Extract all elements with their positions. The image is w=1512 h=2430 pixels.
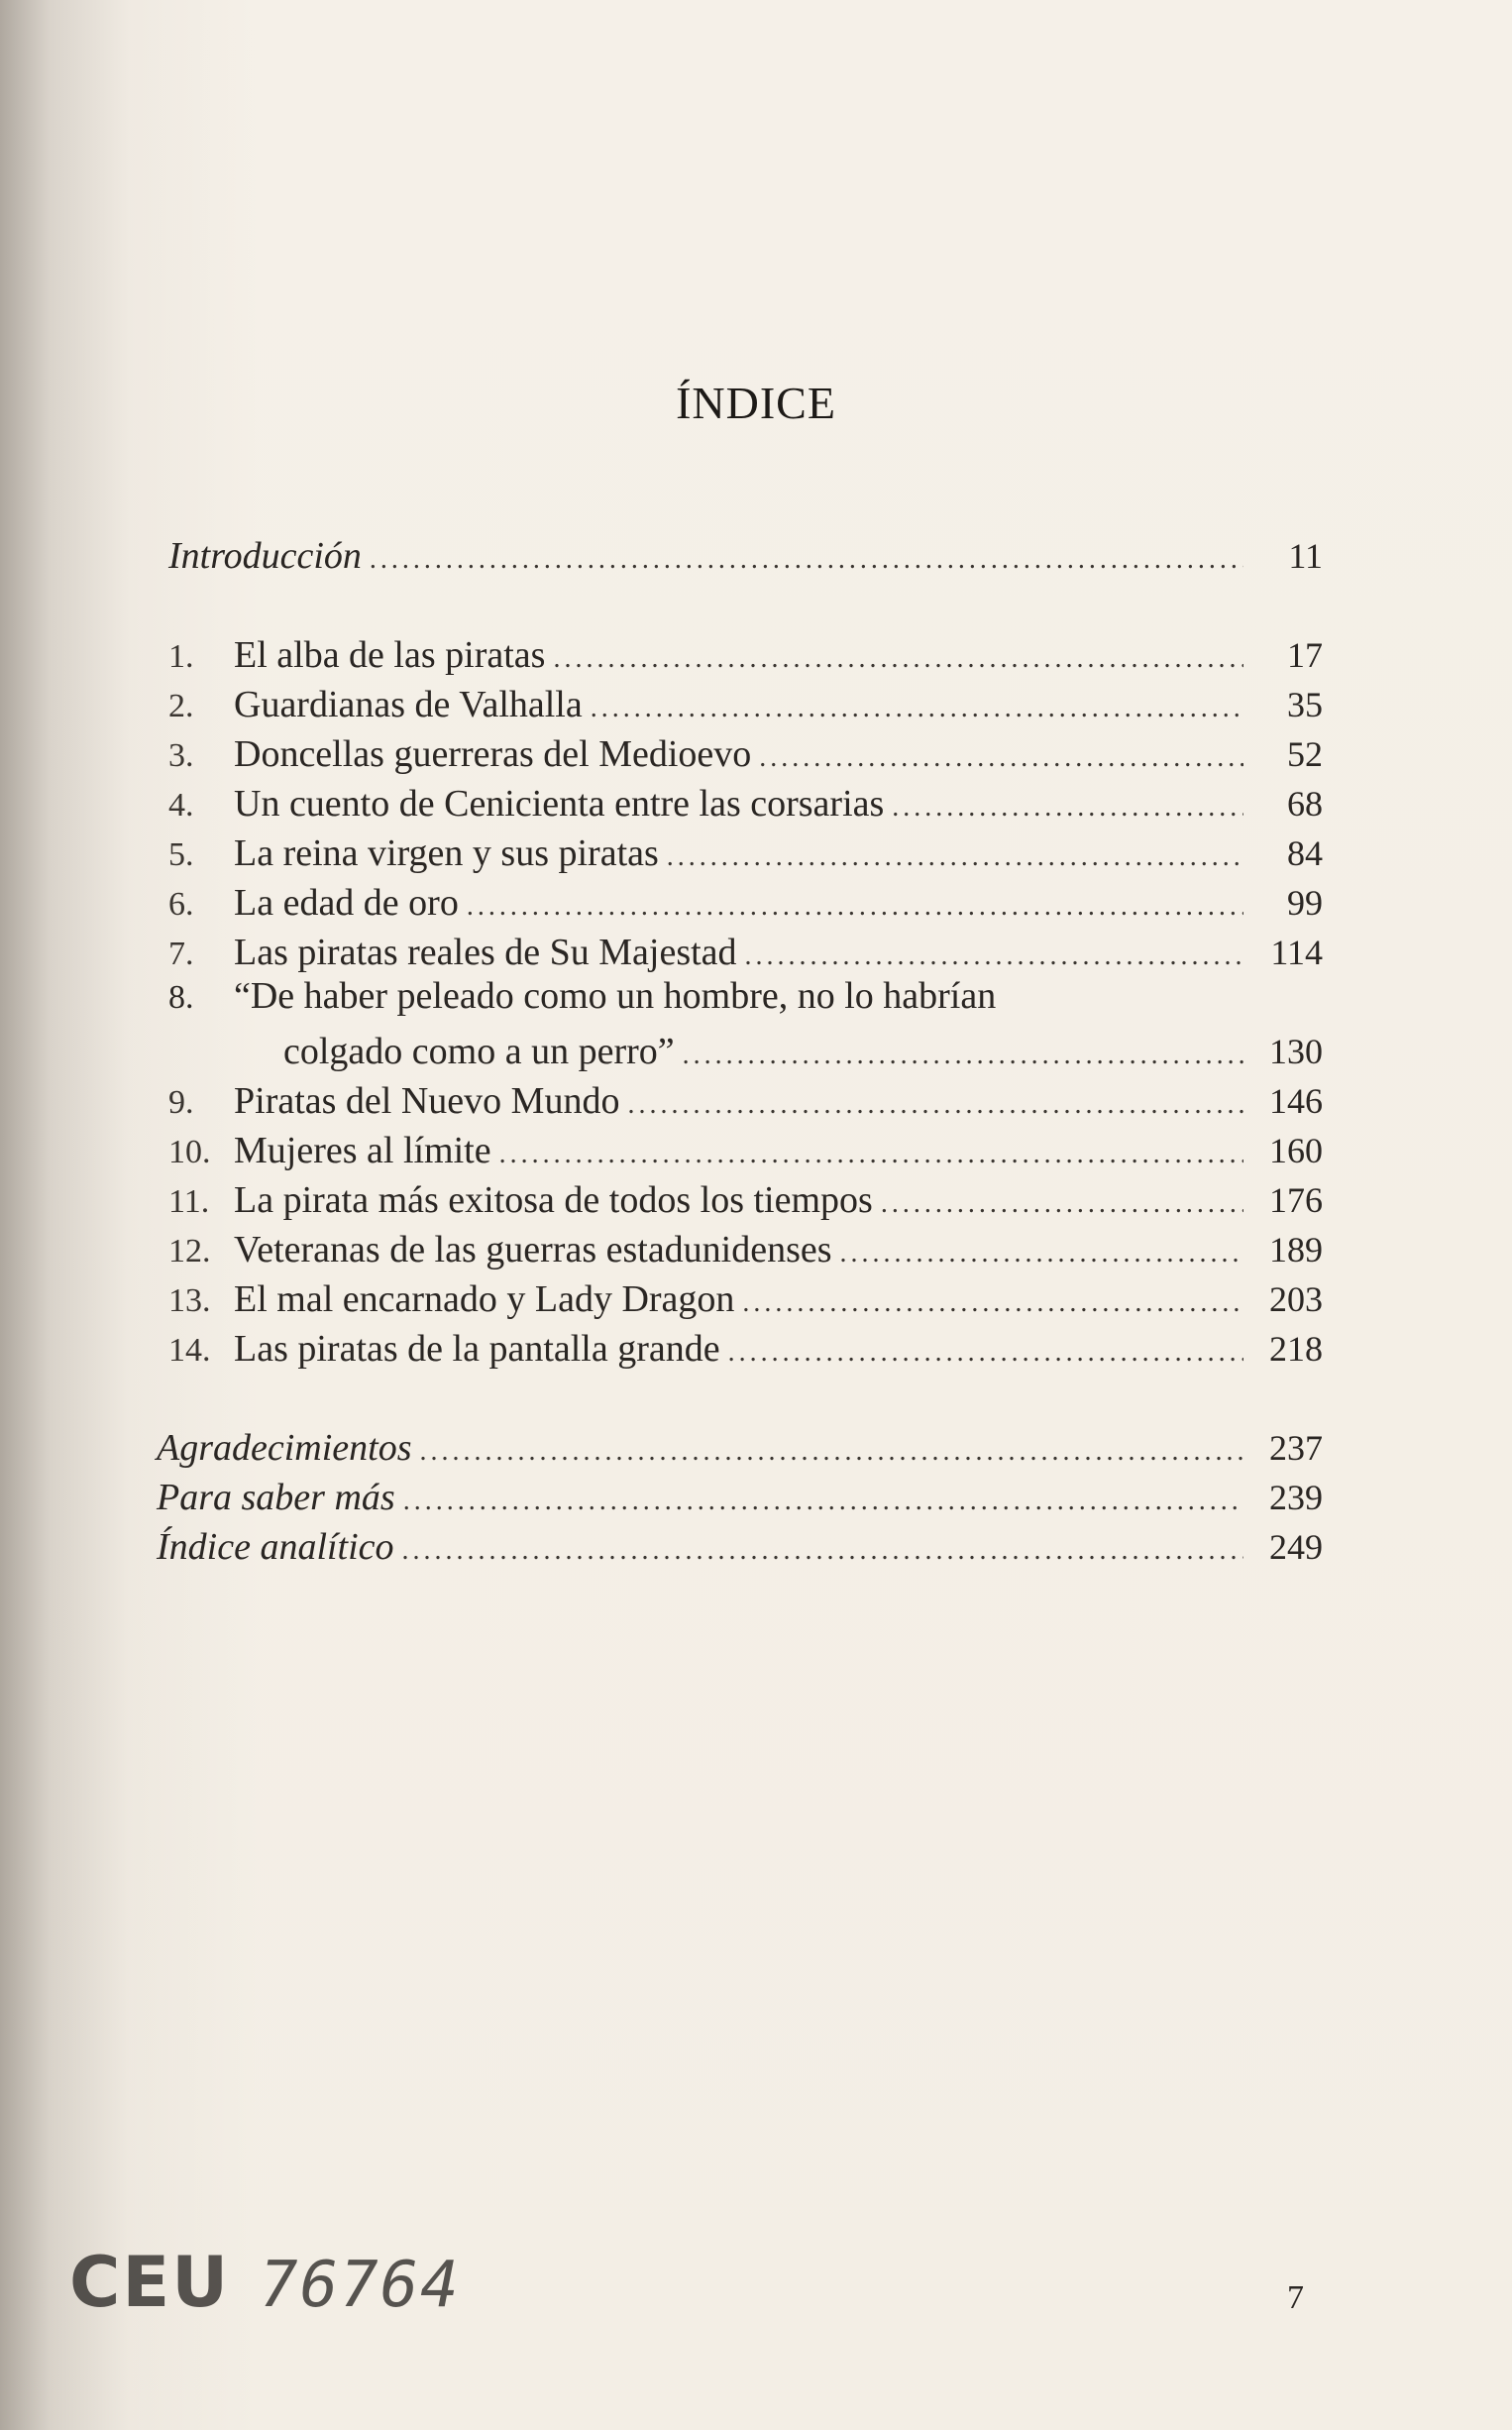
toc-entry-label: La edad de oro [234, 882, 459, 924]
dot-leader [370, 535, 1243, 585]
toc-entry-label: Piratas del Nuevo Mundo [234, 1080, 620, 1122]
toc-entry-page: 17 [1287, 635, 1323, 675]
dot-leader [759, 733, 1243, 783]
library-stamp [69, 2242, 461, 2323]
dot-leader [840, 1229, 1243, 1278]
dot-leader [892, 783, 1243, 832]
dot-leader [591, 684, 1243, 733]
toc-entry-page: 68 [1287, 784, 1323, 824]
toc-entry-page: 176 [1269, 1180, 1323, 1220]
toc-entry-label: Índice analítico [157, 1526, 394, 1568]
toc-entry-label: El alba de las piratas [234, 634, 546, 676]
dot-leader [420, 1427, 1243, 1477]
dot-leader [627, 1080, 1243, 1130]
toc-entry-continuation [168, 1021, 1323, 1070]
toc-entry-page: 249 [1269, 1527, 1323, 1567]
toc-entry-label: Veteranas de las guerras estadunidenses [234, 1229, 832, 1270]
page-title: ÍNDICE [676, 378, 836, 428]
toc-entry-label: La reina virgen y sus piratas [234, 832, 659, 874]
toc-entry-page: 52 [1287, 734, 1323, 774]
chapter-number: 7. [168, 936, 194, 972]
chapter-number: 9. [168, 1084, 194, 1121]
toc-entry-label: Para saber más [157, 1477, 395, 1518]
chapter-number: 10. [168, 1134, 211, 1170]
toc-entry-page: 84 [1287, 833, 1323, 873]
dot-leader [499, 1130, 1243, 1179]
toc-entry-label: Las piratas de la pantalla grande [234, 1328, 720, 1370]
toc-entry-label: Introducción [168, 535, 362, 577]
dot-leader [881, 1179, 1243, 1229]
toc-entry-page: 11 [1288, 536, 1323, 576]
dot-leader [403, 1477, 1243, 1526]
toc-entry-back-matter [157, 1417, 1323, 1469]
dot-leader [402, 1526, 1243, 1576]
toc-entry-introduction [168, 525, 1323, 575]
chapter-number: 5. [168, 836, 194, 873]
chapter-number: 13. [168, 1282, 211, 1319]
toc-entry-label: Guardianas de Valhalla [234, 684, 583, 725]
dot-leader [683, 1031, 1243, 1080]
table-of-contents [157, 525, 1323, 1568]
stamp-code: 76764 [260, 2249, 461, 2322]
toc-entry-page: 146 [1269, 1081, 1323, 1121]
toc-entry-label: Las piratas reales de Su Majestad [234, 932, 737, 973]
toc-entry-page: 99 [1287, 883, 1323, 923]
toc-entry-page: 35 [1287, 685, 1323, 724]
chapter-number: 2. [168, 688, 194, 724]
dot-leader [742, 1278, 1243, 1328]
toc-entry-page: 203 [1269, 1279, 1323, 1319]
chapter-number: 14. [168, 1332, 211, 1369]
chapter-number: 3. [168, 737, 194, 774]
chapter-number: 12. [168, 1233, 211, 1270]
toc-entry-label: Un cuento de Cenicienta entre las corsarias [234, 783, 885, 825]
back-matter-list [157, 1417, 1323, 1568]
dot-leader [553, 634, 1243, 684]
toc-entry-label: Doncellas guerreras del Medioevo [234, 733, 752, 775]
toc-entry-page: 114 [1270, 933, 1323, 972]
stamp-prefix: CEU [69, 2242, 231, 2323]
page-number: 7 [1287, 2279, 1304, 2316]
chapter-number: 11. [168, 1183, 210, 1220]
chapter-number: 4. [168, 787, 194, 824]
toc-entry-page: 237 [1269, 1428, 1323, 1468]
toc-entry-page: 218 [1269, 1329, 1323, 1369]
toc-entry-page: 239 [1269, 1478, 1323, 1517]
toc-entry-label: Mujeres al límite [234, 1130, 491, 1171]
toc-entry-page: 130 [1269, 1032, 1323, 1071]
dot-leader [728, 1328, 1243, 1378]
toc-entry-page: 189 [1269, 1230, 1323, 1270]
toc-entry-label: colgado como a un perro” [283, 1031, 675, 1072]
toc-entry-label: El mal encarnado y Lady Dragon [234, 1278, 735, 1320]
chapter-number: 6. [168, 886, 194, 923]
dot-leader [667, 832, 1243, 882]
chapter-number: 1. [168, 638, 194, 675]
toc-entry-label: La pirata más exitosa de todos los tiempos [234, 1179, 873, 1221]
toc-entry-label: Agradecimientos [157, 1427, 412, 1469]
chapter-list [168, 624, 1323, 1368]
chapter-number: 8. [168, 979, 194, 1016]
toc-entry-page: 160 [1269, 1131, 1323, 1170]
toc-entry-chapter [168, 624, 1323, 674]
dot-leader [467, 882, 1243, 932]
toc-entry-label: “De haber peleado como un hombre, no lo habrían [234, 975, 997, 1017]
